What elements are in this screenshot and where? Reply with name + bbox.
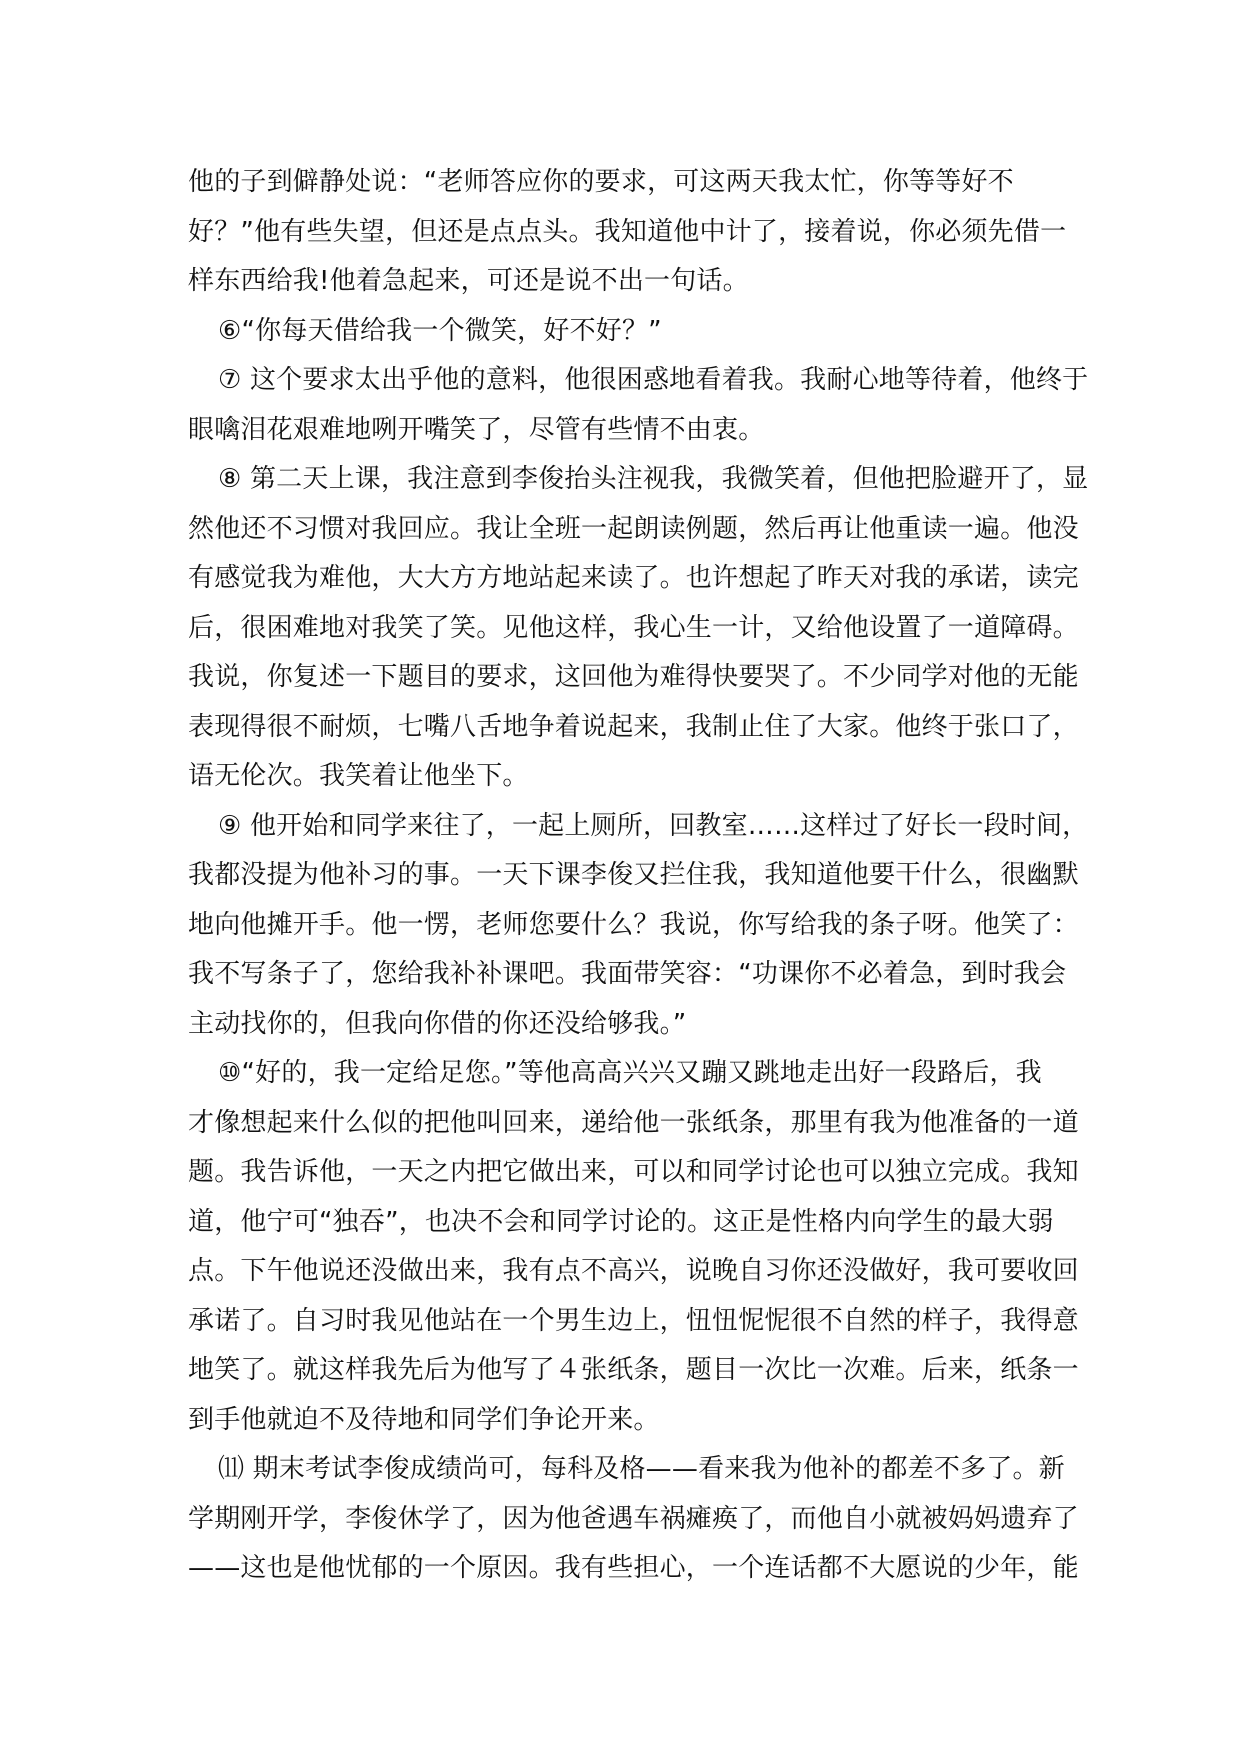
text-line: 表现得很不耐烦，七嘴八舌地争着说起来，我制止住了大家。他终于张口了， — [188, 711, 1079, 742]
text-line: 承诺了。自习时我见他站在一个男生边上，忸忸怩怩很不自然的样子，我得意 — [188, 1305, 1079, 1336]
text-line: 才像想起来什么似的把他叫回来，递给他一张纸条，那里有我为他准备的一道 — [188, 1107, 1079, 1138]
text-line: ⑥“你每天借给我一个微笑，好不好？” — [218, 315, 662, 346]
text-line: 好？”他有些失望，但还是点点头。我知道他中计了，接着说，你必须先借一 — [188, 216, 1067, 247]
text-line: 眼噙泪花艰难地咧开嘴笑了，尽管有些情不由衷。 — [188, 414, 765, 445]
text-line: 有感觉我为难他，大大方方地站起来读了。也许想起了昨天对我的承诺，读完 — [188, 563, 1079, 593]
text-line: 题。我告诉他，一天之内把它做出来，可以和同学讨论也可以独立完成。我知 — [188, 1157, 1079, 1187]
text-line: ⑧ 第二天上课，我注意到李俊抬头注视我，我微笑着，但他把脸避开了，显 — [218, 464, 1089, 494]
text-line: 主动找你的，但我向你借的你还没给够我。” — [188, 1008, 687, 1039]
text-line: 学期刚开学，李俊休学了，因为他爸遇车祸瘫痪了，而他自小就被妈妈遗弃了 — [188, 1503, 1079, 1534]
text-line: ——这也是他忧郁的一个原因。我有些担心，一个连话都不大愿说的少年，能 — [188, 1553, 1079, 1583]
text-line: 地笑了。就这样我先后为他写了４张纸条，题目一次比一次难。后来，纸条一 — [188, 1355, 1079, 1385]
text-line: 我都没提为他补习的事。一天下课李俊又拦住我，我知道他要干什么，很幽默 — [188, 860, 1079, 890]
text-line: 后，很困难地对我笑了笑。见他这样，我心生一计，又给他设置了一道障碍。 — [188, 612, 1079, 643]
text-line: 他的子到僻静处说：“老师答应你的要求，可这两天我太忙，你等等好不 — [188, 167, 1014, 197]
text-line: 道，他宁可“独吞”，也决不会和同学讨论的。这正是性格内向学生的最大弱 — [188, 1206, 1054, 1237]
text-line: 点。下午他说还没做出来，我有点不高兴，说晚自习你还没做好，我可要收回 — [188, 1256, 1079, 1286]
text-line: 样东西给我!他着急起来，可还是说不出一句话。 — [188, 266, 749, 296]
text-line: 我不写条子了，您给我补补课吧。我面带笑容：“功课你不必着急，到时我会 — [188, 959, 1067, 989]
text-line: ⑨ 他开始和同学来往了，一起上厕所，回教室……这样过了好长一段时间， — [218, 810, 1089, 841]
text-line: 到手他就迫不及待地和同学们争论开来。 — [188, 1404, 660, 1435]
text-line: ⑩“好的，我一定给足您。”等他高高兴兴又蹦又跳地走出好一段路后，我 — [218, 1058, 1042, 1088]
document-body — [188, 158, 1089, 1594]
text-line: ⑾ 期末考试李俊成绩尚可，每科及格——看来我为他补的都差不多了。新 — [218, 1454, 1065, 1484]
text-line: 语无伦次。我笑着让他坐下。 — [188, 761, 529, 791]
text-line: 我说，你复述一下题目的要求，这回他为难得快要哭了。不少同学对他的无能 — [188, 662, 1079, 692]
text-line: 地向他摊开手。他一愣，老师您要什么？我说，你写给我的条子呀。他笑了： — [188, 909, 1079, 940]
text-line: 然他还不习惯对我回应。我让全班一起朗读例题，然后再让他重读一遍。他没 — [188, 513, 1079, 544]
text-line: ⑦ 这个要求太出乎他的意料，他很困惑地看着我。我耐心地等待着，他终于 — [218, 365, 1089, 395]
